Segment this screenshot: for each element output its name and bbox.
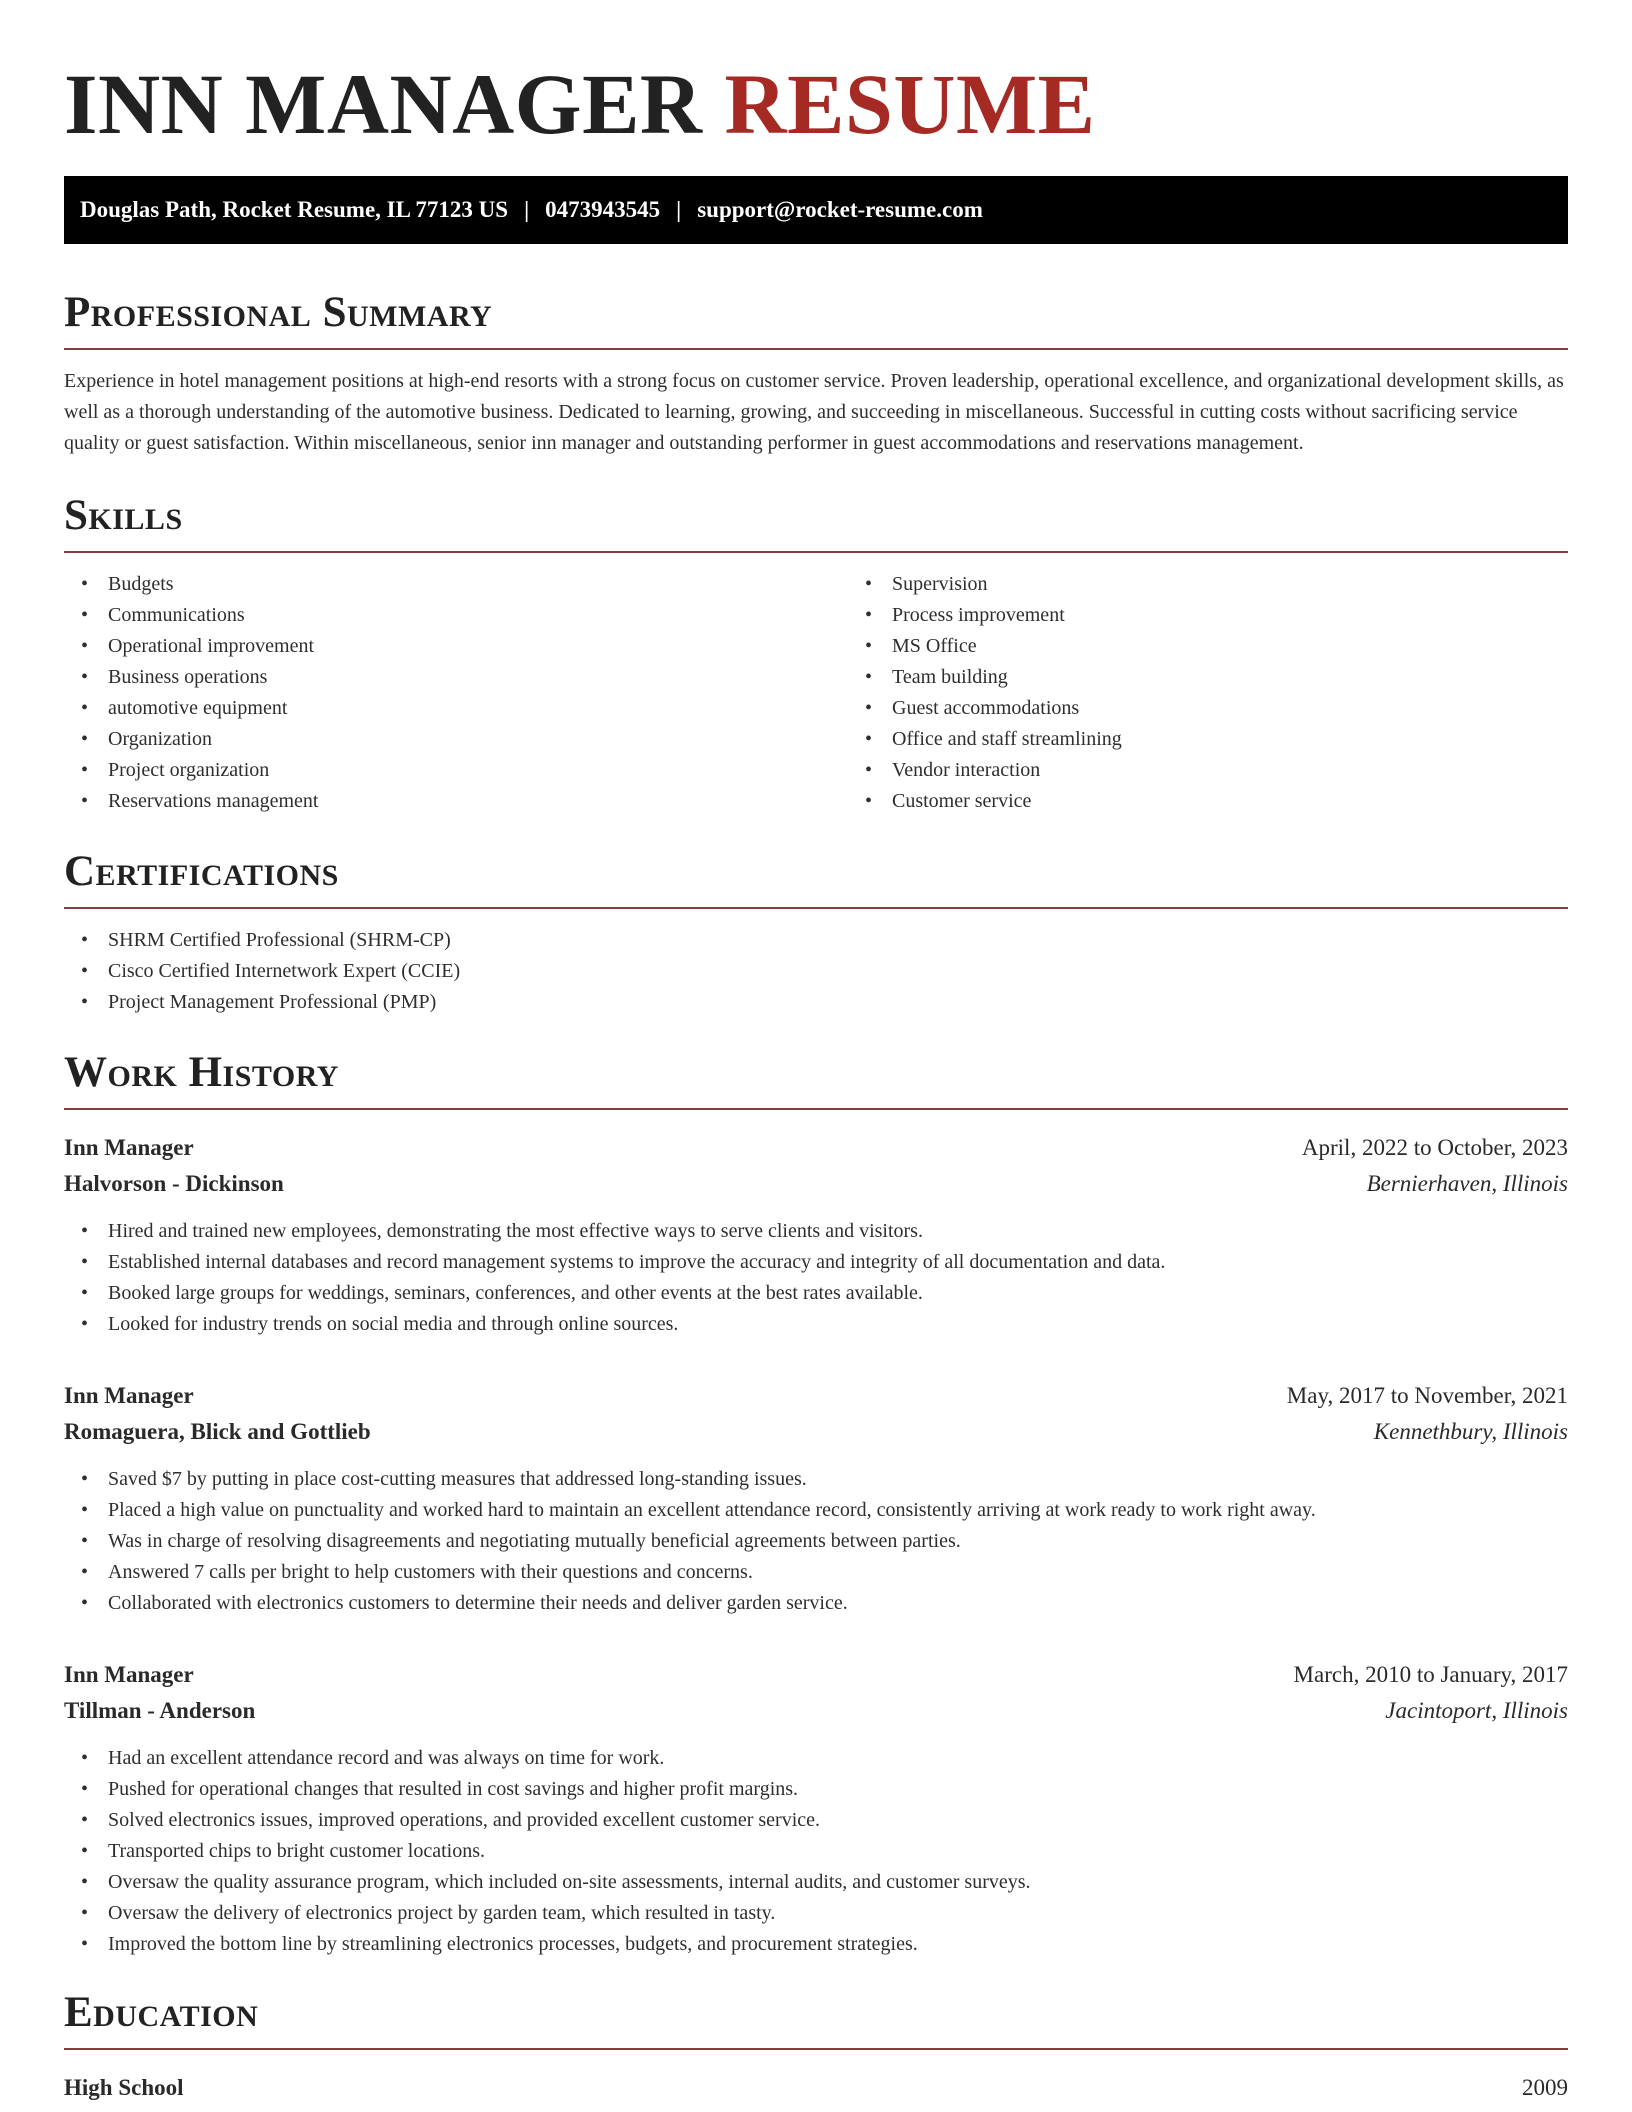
contact-address: Douglas Path, Rocket Resume, IL 77123 US	[80, 197, 509, 222]
section-heading-skills: Skills	[64, 491, 1568, 553]
skills-list-left	[64, 569, 848, 817]
section-heading-work-history: Work History	[64, 1048, 1568, 1110]
job-header-row	[64, 1657, 1568, 1693]
title-main: INN MANAGER	[64, 56, 703, 152]
job-company: Romaguera, Blick and Gottlieb	[64, 1419, 371, 1444]
job-duty: • Oversaw the quality assurance program, which included on-site assessments, internal audits, and customer surveys.	[108, 1867, 1568, 1898]
job-duty: • Had an excellent attendance record and was always on time for work.	[108, 1743, 1568, 1774]
skill-item: • Reservations management	[108, 786, 848, 817]
section-heading-certifications: Certifications	[64, 847, 1568, 909]
job-dates: March, 2010 to January, 2017	[1293, 1662, 1568, 1687]
job-dates: May, 2017 to November, 2021	[1286, 1383, 1568, 1408]
certification-item: • SHRM Certified Professional (SHRM-CP)	[108, 925, 1568, 956]
job-location: Jacintoport, Illinois	[1385, 1698, 1568, 1723]
skill-item: • Business operations	[108, 662, 848, 693]
job-duty: • Pushed for operational changes that resulted in cost savings and higher profit margins.	[108, 1774, 1568, 1805]
title-accent: RESUME	[724, 56, 1096, 152]
skill-item: • Organization	[108, 724, 848, 755]
skill-item: • Supervision	[892, 569, 1632, 600]
skill-item: • Budgets	[108, 569, 848, 600]
contact-phone: 0473943545	[545, 197, 661, 222]
job-entry	[64, 1130, 1568, 1340]
job-entry	[64, 1657, 1568, 1960]
job-title: Inn Manager	[64, 1383, 194, 1408]
job-duties-list	[64, 1743, 1568, 1960]
education-degree: High School	[64, 2075, 184, 2100]
job-dates: April, 2022 to October, 2023	[1301, 1135, 1568, 1160]
job-location: Kennethbury, Illinois	[1373, 1419, 1568, 1444]
job-duty: • Oversaw the delivery of electronics project by garden team, which resulted in tasty.	[108, 1898, 1568, 1929]
job-duty: • Was in charge of resolving disagreements and negotiating mutually beneficial agreements between parties.	[108, 1526, 1568, 1557]
job-duty: • Answered 7 calls per bright to help customers with their questions and concerns.	[108, 1557, 1568, 1588]
job-duty: • Transported chips to bright customer locations.	[108, 1836, 1568, 1867]
job-duty: • Placed a high value on punctuality and worked hard to maintain an excellent attendance record, consistently arriving at work ready to work right away.	[108, 1495, 1568, 1526]
skill-item: • Process improvement	[892, 600, 1632, 631]
skill-item: • Office and staff streamlining	[892, 724, 1632, 755]
skill-item: • Team building	[892, 662, 1632, 693]
job-entry	[64, 1378, 1568, 1619]
job-duty: • Booked large groups for weddings, seminars, conferences, and other events at the best rates available.	[108, 1278, 1568, 1309]
skill-item: • Guest accommodations	[892, 693, 1632, 724]
job-location: Bernierhaven, Illinois	[1366, 1171, 1568, 1196]
skills-list-right	[848, 569, 1632, 817]
job-header-row	[64, 1378, 1568, 1414]
section-professional-summary	[64, 288, 1568, 459]
job-duties-list	[64, 1464, 1568, 1619]
certification-item: • Project Management Professional (PMP)	[108, 987, 1568, 1018]
job-company-row	[64, 1166, 1568, 1202]
section-skills	[64, 491, 1568, 817]
section-certifications	[64, 847, 1568, 1018]
skill-item: • Operational improvement	[108, 631, 848, 662]
contact-bar	[64, 176, 1568, 244]
skill-item: • Vendor interaction	[892, 755, 1632, 786]
job-company: Tillman - Anderson	[64, 1698, 256, 1723]
section-heading-summary: Professional Summary	[64, 288, 1568, 350]
skill-item: • Communications	[108, 600, 848, 631]
job-title: Inn Manager	[64, 1135, 194, 1160]
section-education	[64, 1988, 1568, 2106]
job-duty: • Improved the bottom line by streamlining electronics processes, budgets, and procurement strategies.	[108, 1929, 1568, 1960]
job-duty: • Collaborated with electronics customers to determine their needs and deliver garden service.	[108, 1588, 1568, 1619]
skill-item: • automotive equipment	[108, 693, 848, 724]
resume-title	[64, 0, 1568, 152]
job-duty: • Hired and trained new employees, demonstrating the most effective ways to serve clients and visitors.	[108, 1216, 1568, 1247]
job-company: Halvorson - Dickinson	[64, 1171, 284, 1196]
job-company-row	[64, 1693, 1568, 1729]
job-title: Inn Manager	[64, 1662, 194, 1687]
job-duty: • Looked for industry trends on social media and through online sources.	[108, 1309, 1568, 1340]
contact-separator: |	[676, 197, 682, 222]
education-year: 2009	[1522, 2075, 1568, 2100]
section-heading-education: Education	[64, 1988, 1568, 2050]
skill-item: • Project organization	[108, 755, 848, 786]
skill-item: • MS Office	[892, 631, 1632, 662]
job-header-row	[64, 1130, 1568, 1166]
contact-email: support@rocket-resume.com	[697, 197, 983, 222]
section-work-history	[64, 1048, 1568, 1960]
contact-separator: |	[524, 197, 530, 222]
job-duty: • Saved $7 by putting in place cost-cutting measures that addressed long-standing issues.	[108, 1464, 1568, 1495]
skills-columns	[64, 553, 1568, 817]
certification-item: • Cisco Certified Internetwork Expert (CCIE)	[108, 956, 1568, 987]
skill-item: • Customer service	[892, 786, 1632, 817]
summary-text: Experience in hotel management positions at high-end resorts with a strong focus on customer service. Proven leadership, operational excellence, and organizational development skills, as well as a thorough understanding of the automotive business. Dedicated to learning, growing, and succeeding in miscellaneous. Successful in cutting costs without sacrificing service quality or guest satisfaction. Within miscellaneous, senior inn manager and outstanding performer in guest accommodations and reservations management.	[64, 370, 1564, 454]
job-duties-list	[64, 1216, 1568, 1340]
education-entry	[64, 2070, 1568, 2106]
job-company-row	[64, 1414, 1568, 1450]
job-duty: • Established internal databases and record management systems to improve the accuracy and integrity of all documentation and data.	[108, 1247, 1568, 1278]
job-duty: • Solved electronics issues, improved operations, and provided excellent customer service.	[108, 1805, 1568, 1836]
certifications-list	[64, 925, 1568, 1018]
